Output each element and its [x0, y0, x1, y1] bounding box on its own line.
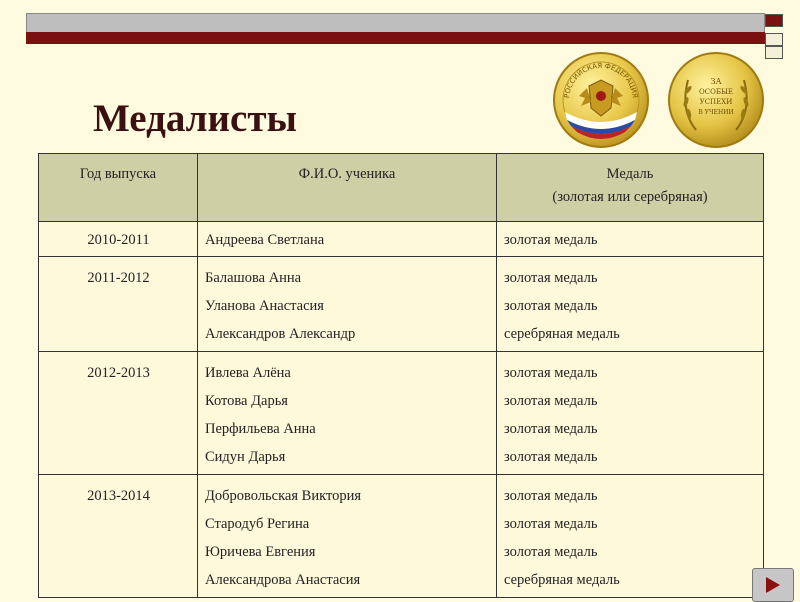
header-medal-title: Медаль — [606, 166, 654, 182]
medalists-table — [38, 153, 764, 598]
medal-type: серебряная медаль — [504, 572, 620, 588]
names-cell — [198, 257, 497, 352]
year-cell: 2012-2013 — [39, 352, 198, 475]
medal-type: золотая медаль — [504, 544, 598, 560]
medal-type: золотая медаль — [504, 421, 598, 437]
year-cell: 2010-2011 — [39, 222, 198, 257]
table-row — [39, 352, 764, 475]
corner-square-light — [765, 33, 783, 46]
medals-cell — [497, 257, 764, 352]
year-cell: 2013-2014 — [39, 475, 198, 598]
student-name: Добровольская Виктория — [205, 488, 362, 504]
medal-type: золотая медаль — [504, 365, 598, 381]
medal-type: серебряная медаль — [504, 326, 620, 342]
header-name: Ф.И.О. ученика — [198, 154, 497, 222]
student-name: Юричева Евгения — [205, 544, 316, 560]
student-name: Перфильева Анна — [205, 421, 316, 437]
medal-type: золотая медаль — [504, 488, 598, 504]
student-name: Балашова Анна — [205, 270, 302, 286]
svg-text:УСПЕХИ: УСПЕХИ — [699, 98, 733, 106]
header-medal-subtitle: (золотая или серебряная) — [552, 189, 708, 205]
student-name: Александров Александр — [205, 326, 356, 342]
student-name: Стародуб Регина — [205, 516, 310, 532]
medal-type: золотая медаль — [504, 516, 598, 532]
corner-square-light-2 — [765, 46, 783, 59]
medal-type: золотая медаль — [504, 298, 598, 314]
names-cell — [198, 475, 497, 598]
medals-cell — [497, 222, 764, 257]
header-band — [26, 13, 765, 33]
corner-square-dark — [765, 14, 783, 27]
names-cell — [198, 352, 497, 475]
svg-text:ОСОБЫЕ: ОСОБЫЕ — [699, 88, 733, 96]
student-name: Андреева Светлана — [205, 232, 325, 248]
student-name: Ивлева Алёна — [205, 365, 291, 381]
svg-text:РОССИЙСКАЯ ФЕДЕРАЦИЯ: РОССИЙСКАЯ ФЕДЕРАЦИЯ — [563, 61, 639, 99]
russian-federation-medal-icon — [551, 50, 651, 150]
table-row — [39, 257, 764, 352]
student-name: Александрова Анастасия — [205, 572, 361, 588]
medals-cell — [497, 352, 764, 475]
header-year: Год выпуска — [39, 154, 198, 222]
student-name: Котова Дарья — [205, 393, 288, 409]
student-name: Сидун Дарья — [205, 449, 286, 465]
medal-type: золотая медаль — [504, 270, 598, 286]
medal-type: золотая медаль — [504, 393, 598, 409]
student-name: Уланова Анастасия — [205, 298, 324, 314]
table-header-row — [39, 154, 764, 222]
medal-type: золотая медаль — [504, 449, 598, 465]
header-medal — [497, 154, 764, 222]
medal-type: золотая медаль — [504, 232, 598, 248]
names-cell — [198, 222, 497, 257]
page-title: Медалисты — [93, 97, 297, 140]
svg-text:В УЧЕНИИ: В УЧЕНИИ — [698, 109, 734, 116]
table-row — [39, 222, 764, 257]
table-row — [39, 475, 764, 598]
next-slide-button[interactable] — [752, 568, 794, 602]
medals-cell — [497, 475, 764, 598]
play-arrow-icon — [764, 576, 782, 594]
svg-text:ЗА: ЗА — [710, 77, 722, 86]
achievement-medal-icon — [666, 50, 766, 150]
header-accent-bar — [26, 32, 765, 44]
year-cell: 2011-2012 — [39, 257, 198, 352]
